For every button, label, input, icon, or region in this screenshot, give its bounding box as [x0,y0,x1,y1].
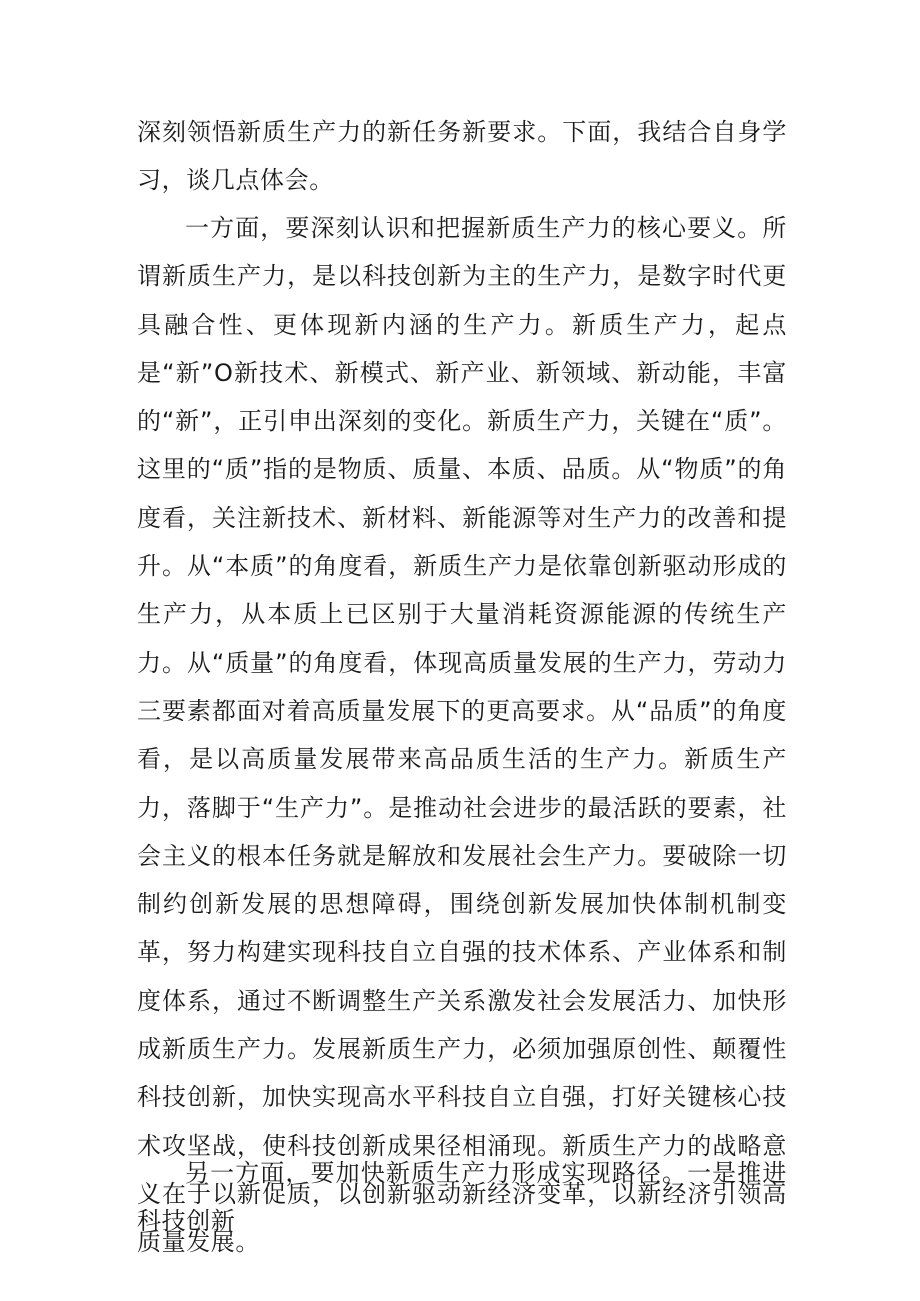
paragraph-3: 另一方面，要加快新质生产力形成实现路径。一是推进科技创新 [137,1159,787,1236]
paragraph-1: 深刻领悟新质生产力的新任务新要求。下面，我结合自身学习，谈几点体会。 [137,118,787,195]
paragraph-2: 一方面，要深刻认识和把握新质生产力的核心要义。所谓新质生产力，是以科技创新为主的生产力，是数字时代更具融合性、更体现新内涵的生产力。新质生产力，起点是“新”O新技术、新模式、新产业、新领域、新动能，丰富的“新”，正引申出深刻的变化。新质生产力，关键在“质”。这里的“质”指的是物质、质量、本质、品质。从“物质”的角度看，关注新技术、新材料、新能源等对生产力的改善和提升。从“本质”的角度看，新质生产力是依靠创新驱动形成的生产力，从本质上已区别于大量消耗资源能源的传统生产力。从“质量”的角度看，体现高质量发展的生产力，劳动力三要素都面对着高质量发展下的更高要求。从“品质”的角度看，是以高质量发展带来高品质生活的生产力。新质生产力，落脚于“生产力”。是推动社会进步的最活跃的要素，社会主义的根本任务就是解放和发展社会生产力。要破除一切制约创新发展的思想障碍，围绕创新发展加快体制机制变革，努力构建实现科技自立自强的技术体系、产业体系和制度体系，通过不断调整生产关系激发社会发展活力、加快形成新质生产力。发展新质生产力，必须加强原创性、颠覆性科技创新，加快实现高水平科技自立自强，打好关键核心技术攻坚战，使科技创新成果径相涌现。新质生产力的战略意义在于以新促质，以创新驱动新经济变革，以新经济引领高质量发展。 [137,214,787,1257]
